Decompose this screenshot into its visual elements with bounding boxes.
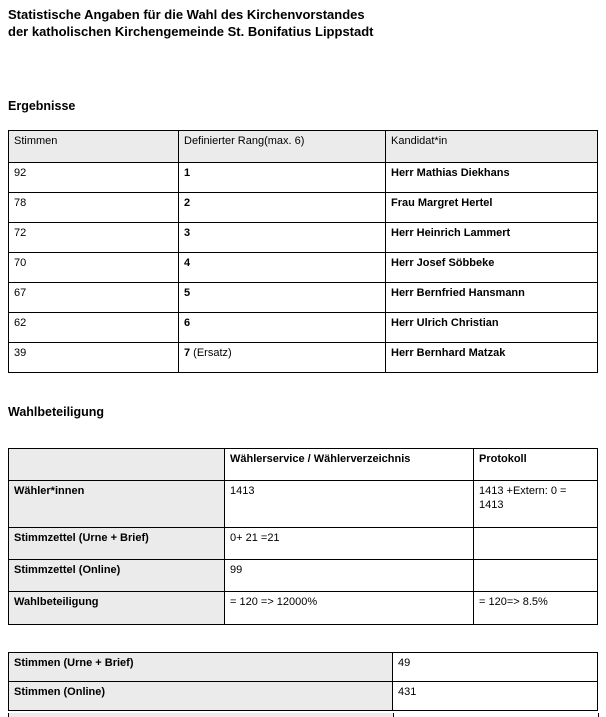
table-row — [9, 528, 598, 560]
service-value: = 120 => 12000% — [225, 592, 474, 625]
table-row — [9, 481, 598, 528]
header-blank — [9, 449, 225, 481]
stimmen-cell: 70 — [9, 253, 179, 283]
stimmen-cell: 78 — [9, 193, 179, 223]
clipped-table-row-fragment — [8, 713, 599, 717]
rang-cell — [179, 253, 386, 283]
table-row — [9, 283, 598, 313]
kandidat-cell: Herr Heinrich Lammert — [386, 223, 598, 253]
protokoll-value — [474, 528, 598, 560]
table-row — [9, 343, 598, 373]
rang-value: 6 — [184, 317, 191, 329]
table-row — [9, 653, 598, 682]
stimmen-cell: 72 — [9, 223, 179, 253]
rang-cell — [179, 223, 386, 253]
turnout-table — [8, 448, 598, 625]
table-row — [9, 682, 598, 711]
clipped-value-cell — [394, 713, 598, 717]
document-title-line1: Statistische Angaben für die Wahl des Kirchenvorstandes — [8, 7, 365, 22]
row-value: 49 — [393, 653, 598, 682]
kandidat-cell: Herr Josef Söbbeke — [386, 253, 598, 283]
header-kandidat: Kandidat*in — [386, 131, 598, 163]
table-row — [9, 253, 598, 283]
row-value: 431 — [393, 682, 598, 711]
kandidat-cell: Herr Bernfried Hansmann — [386, 283, 598, 313]
kandidat-cell: Herr Mathias Diekhans — [386, 163, 598, 193]
row-label: Wahlbeteiligung — [9, 592, 225, 625]
row-label: Stimmen (Online) — [9, 682, 393, 711]
rang-value: 2 — [184, 197, 191, 209]
stimmen-cell: 39 — [9, 343, 179, 373]
rang-suffix: (Ersatz) — [190, 347, 232, 359]
row-label: Stimmen (Urne + Brief) — [9, 653, 393, 682]
stimmen-cell: 62 — [9, 313, 179, 343]
table-row — [9, 560, 598, 592]
header-protokoll: Protokoll — [474, 449, 598, 481]
service-value: 0+ 21 =21 — [225, 528, 474, 560]
table-row — [9, 193, 598, 223]
protokoll-value: = 120=> 8.5% — [474, 592, 598, 625]
rang-cell — [179, 343, 386, 373]
document-title — [8, 6, 374, 40]
rang-cell — [179, 313, 386, 343]
results-table — [8, 130, 598, 373]
kandidat-cell: Herr Bernhard Matzak — [386, 343, 598, 373]
protokoll-value — [474, 560, 598, 592]
row-label: Stimmzettel (Urne + Brief) — [9, 528, 225, 560]
rang-cell — [179, 193, 386, 223]
service-value: 99 — [225, 560, 474, 592]
header-stimmen: Stimmen — [9, 131, 179, 163]
table-row — [9, 313, 598, 343]
rang-value: 4 — [184, 257, 191, 269]
header-waehlerservice: Wählerservice / Wählerverzeichnis — [225, 449, 474, 481]
rang-value: 5 — [184, 287, 191, 299]
table-row — [9, 163, 598, 193]
rang-value: 7 — [184, 347, 191, 359]
row-label: Stimmzettel (Online) — [9, 560, 225, 592]
table-row — [9, 592, 598, 625]
kandidat-cell: Herr Ulrich Christian — [386, 313, 598, 343]
clipped-label-cell — [9, 713, 394, 717]
header-rang: Definierter Rang(max. 6) — [179, 131, 386, 163]
stimmen-cell: 67 — [9, 283, 179, 313]
votes-summary-table — [8, 652, 598, 711]
heading-ergebnisse: Ergebnisse — [8, 99, 76, 113]
rang-cell — [179, 283, 386, 313]
service-value: 1413 — [225, 481, 474, 528]
document-title-line2: der katholischen Kirchengemeinde St. Bonifatius Lippstadt — [8, 24, 374, 39]
kandidat-cell: Frau Margret Hertel — [386, 193, 598, 223]
rang-value: 3 — [184, 227, 191, 239]
rang-value: 1 — [184, 167, 191, 179]
row-label: Wähler*innen — [9, 481, 225, 528]
heading-wahlbeteiligung: Wahlbeteiligung — [8, 405, 105, 419]
rang-cell — [179, 163, 386, 193]
table-header-row — [9, 131, 598, 163]
table-row — [9, 223, 598, 253]
table-header-row — [9, 449, 598, 481]
stimmen-cell: 92 — [9, 163, 179, 193]
protokoll-value: 1413 +Extern: 0 = 1413 — [474, 481, 598, 528]
